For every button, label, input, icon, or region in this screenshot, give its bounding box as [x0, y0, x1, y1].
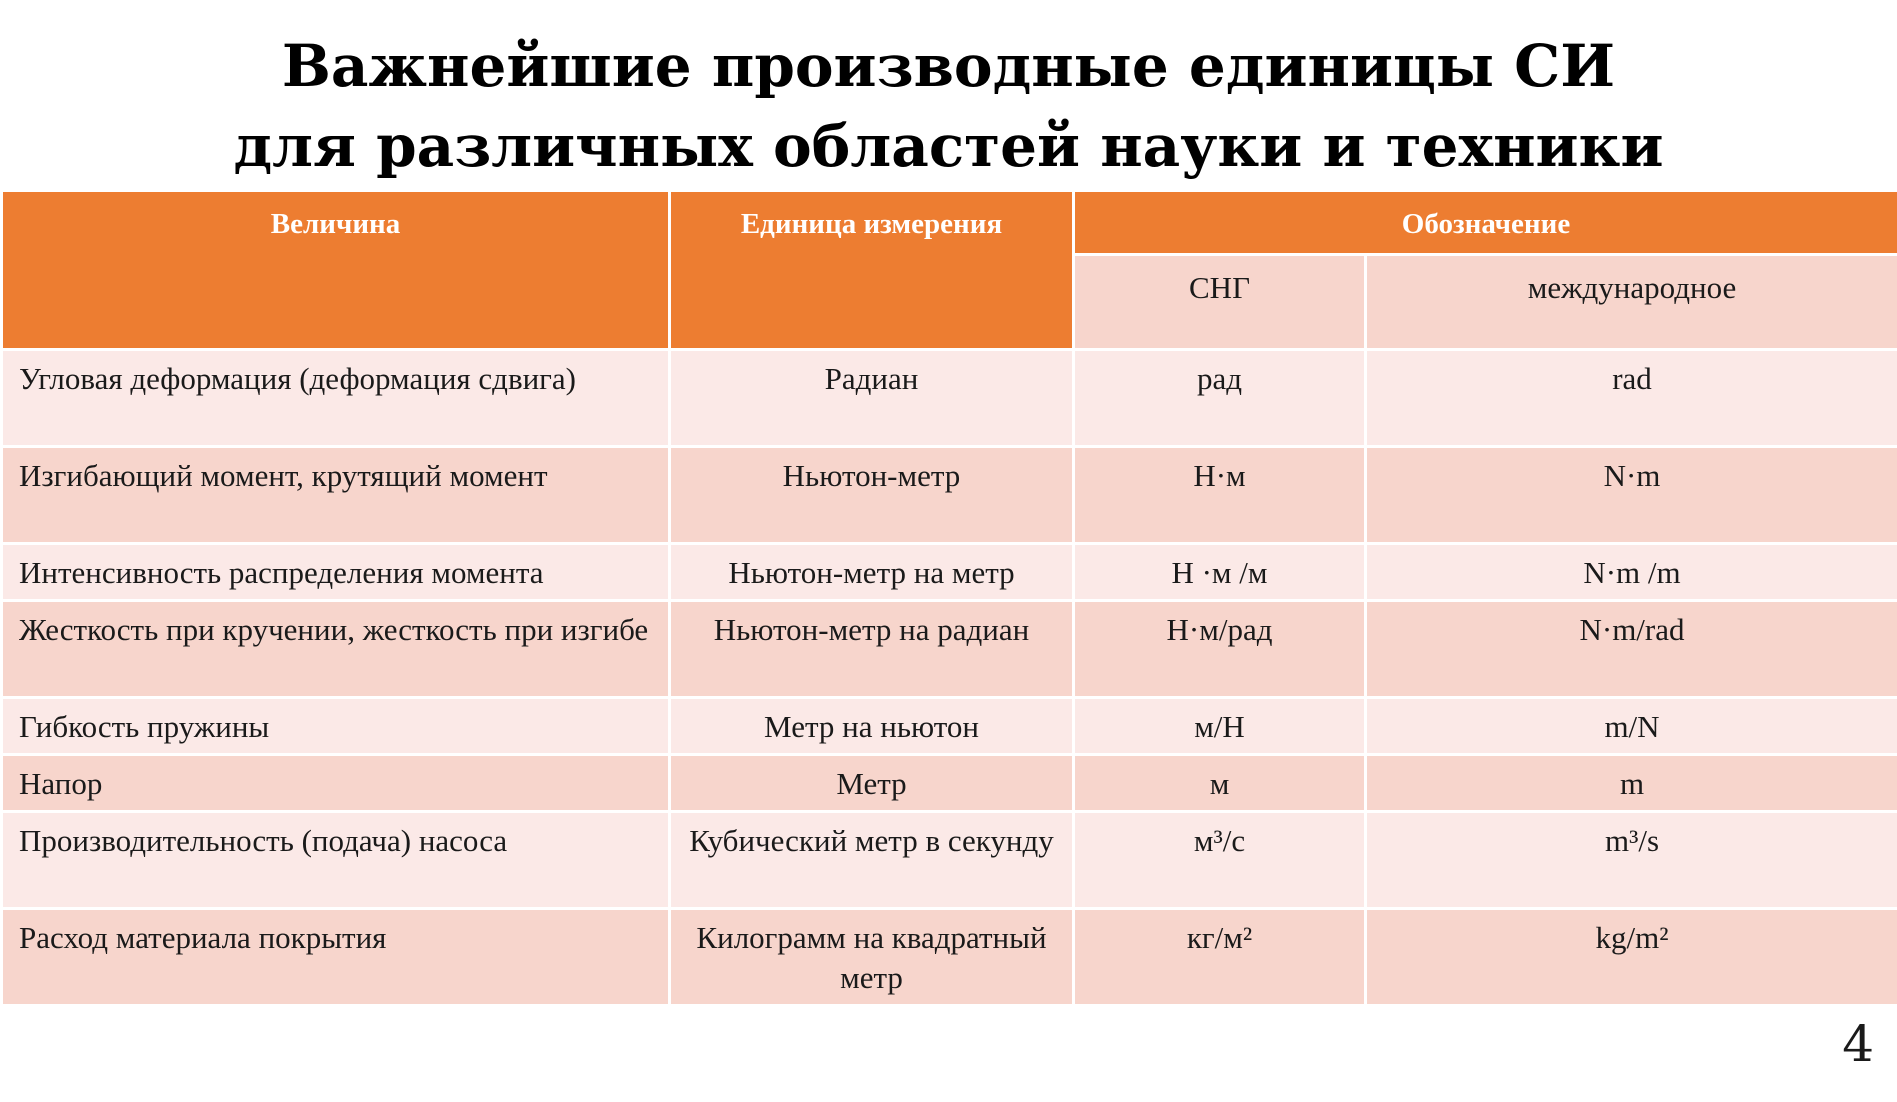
cell-unit: Ньютон-метр на метр: [670, 544, 1074, 601]
table-row: [2, 755, 1897, 812]
table-row: [2, 909, 1897, 1006]
header-international: международное: [1366, 255, 1897, 350]
cell-cis: кг/м²: [1074, 909, 1366, 1006]
cell-unit: Радиан: [670, 350, 1074, 447]
cell-unit: Метр на ньютон: [670, 698, 1074, 755]
table-row: [2, 698, 1897, 755]
cell-cis: Н ·м /м: [1074, 544, 1366, 601]
cell-quantity: Жесткость при кручении, жесткость при изгибе: [2, 601, 670, 698]
table-row: [2, 544, 1897, 601]
table-row: [2, 350, 1897, 447]
table-row: [2, 812, 1897, 909]
cell-international: m/N: [1366, 698, 1897, 755]
cell-cis: м³/с: [1074, 812, 1366, 909]
slide-title-line-1: Важнейшие производные единицы СИ: [281, 32, 1616, 100]
slide-title: [0, 26, 1897, 186]
header-unit: Единица измерения: [670, 191, 1074, 350]
cell-international: m³/s: [1366, 812, 1897, 909]
slide-title-line-2: для различных областей науки и техники: [233, 112, 1664, 180]
cell-unit: Ньютон-метр: [670, 447, 1074, 544]
cell-international: N·m /m: [1366, 544, 1897, 601]
cell-unit: Ньютон-метр на радиан: [670, 601, 1074, 698]
cell-cis: рад: [1074, 350, 1366, 447]
header-quantity: Величина: [2, 191, 670, 350]
cell-international: kg/m²: [1366, 909, 1897, 1006]
cell-international: N·m/rad: [1366, 601, 1897, 698]
cell-international: N·m: [1366, 447, 1897, 544]
cell-cis: Н·м: [1074, 447, 1366, 544]
cell-quantity: Угловая деформация (деформация сдвига): [2, 350, 670, 447]
si-units-table: [0, 189, 1897, 1007]
table-row: [2, 447, 1897, 544]
cell-quantity: Расход материала покрытия: [2, 909, 670, 1006]
cell-international: m: [1366, 755, 1897, 812]
cell-cis: Н·м/рад: [1074, 601, 1366, 698]
cell-quantity: Гибкость пружины: [2, 698, 670, 755]
cell-quantity: Изгибающий момент, крутящий момент: [2, 447, 670, 544]
page-number: 4: [1842, 1015, 1874, 1073]
cell-quantity: Интенсивность распределения момента: [2, 544, 670, 601]
cell-international: rad: [1366, 350, 1897, 447]
header-designation: Обозначение: [1074, 191, 1897, 255]
table-row: [2, 601, 1897, 698]
cell-quantity: Напор: [2, 755, 670, 812]
header-cis: СНГ: [1074, 255, 1366, 350]
cell-unit: Метр: [670, 755, 1074, 812]
cell-unit: Килограмм на квадратный метр: [670, 909, 1074, 1006]
cell-cis: м: [1074, 755, 1366, 812]
cell-unit: Кубический метр в секунду: [670, 812, 1074, 909]
cell-quantity: Производительность (подача) насоса: [2, 812, 670, 909]
cell-cis: м/Н: [1074, 698, 1366, 755]
